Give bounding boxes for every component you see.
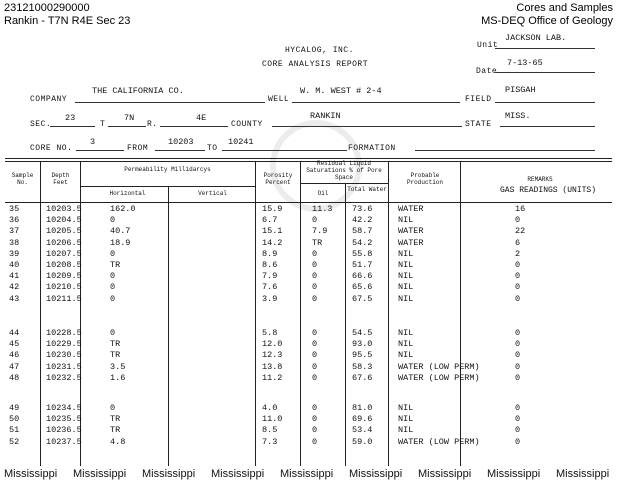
core-value: 3: [90, 137, 96, 147]
cell-prod: NIL: [398, 339, 414, 350]
col-permeability: Permeability Millidarcys: [124, 166, 211, 173]
cell-water: 54.5: [352, 328, 373, 338]
cell-gas: 0: [515, 328, 521, 338]
doc-id: 23121000290000: [4, 2, 90, 14]
county-label: COUNTY: [231, 120, 263, 129]
table-row: [0, 249, 617, 260]
field-value: PISGAH: [505, 85, 536, 95]
cell-prod: NIL: [398, 403, 414, 413]
cell-poro: 5.8: [262, 328, 278, 338]
cell-horiz: 162.0: [110, 204, 136, 214]
cell-sample: 43: [9, 293, 20, 304]
cell-horiz: 18.9: [110, 237, 131, 248]
table-row: [0, 425, 617, 436]
table-row: [0, 328, 617, 339]
cell-water: 95.5: [352, 350, 373, 361]
cell-prod: WATER (LOW PERM): [398, 436, 480, 447]
cell-gas: 16: [515, 204, 526, 214]
cell-horiz: 0: [110, 328, 116, 338]
cell-horiz: 1.6: [110, 372, 126, 383]
table-row: [0, 294, 617, 305]
cell-depth: 10234.5: [46, 403, 82, 413]
core-label: CORE NO.: [30, 144, 73, 153]
state-value: MISS.: [505, 111, 531, 121]
cell-gas: 0: [515, 215, 521, 226]
cell-depth: 10204.5: [46, 215, 82, 226]
date-value: 7-13-65: [507, 58, 543, 68]
cell-oil: 0: [312, 372, 318, 383]
cell-horiz: TR: [110, 425, 121, 436]
footer-label: Mississippi: [4, 468, 58, 480]
col-gas-readings: GAS READINGS (UNITS): [500, 186, 597, 195]
cell-gas: 6: [515, 237, 521, 248]
cell-water: 55.8: [352, 248, 373, 259]
cell-depth: 10232.5: [46, 372, 82, 383]
footer-label: Mississippi: [487, 468, 541, 480]
state-label: STATE: [465, 120, 492, 129]
cell-poro: 11.0: [262, 414, 283, 425]
col-total-water: Total Water: [347, 186, 387, 193]
table-row: [0, 339, 617, 350]
cell-gas: 0: [515, 282, 521, 293]
well-value: W. M. WEST # 2-4: [300, 86, 382, 96]
cell-depth: 10211.5: [46, 293, 82, 304]
cell-oil: TR: [312, 237, 323, 248]
table-row: [0, 204, 617, 215]
cell-poro: 8.5: [262, 425, 278, 436]
cell-gas: 22: [515, 226, 526, 237]
cell-horiz: 4.8: [110, 436, 126, 447]
footer-label: Mississippi: [142, 468, 196, 480]
footer-label: Mississippi: [418, 468, 472, 480]
company-label: COMPANY: [30, 95, 68, 104]
cell-gas: 0: [515, 260, 521, 270]
footer-label: Mississippi: [280, 468, 334, 480]
cell-poro: 8.9: [262, 248, 278, 259]
cell-gas: 0: [515, 361, 521, 372]
cell-prod: WATER (LOW PERM): [398, 372, 480, 383]
cell-oil: 0: [312, 328, 318, 338]
county-value: RANKIN: [310, 111, 341, 121]
cell-sample: 47: [9, 361, 20, 372]
well-label: WELL: [268, 95, 290, 104]
footer-label: Mississippi: [73, 468, 127, 480]
company-value: THE CALIFORNIA CO.: [92, 86, 184, 96]
cell-oil: 0: [312, 403, 318, 413]
cell-water: 65.6: [352, 282, 373, 293]
cell-gas: 0: [515, 372, 521, 383]
cell-poro: 15.1: [262, 226, 283, 237]
cell-oil: 11.3: [312, 204, 333, 214]
cell-sample: 41: [9, 271, 20, 282]
cell-water: 58.3: [352, 361, 373, 372]
from-label: FROM: [127, 144, 149, 153]
cell-prod: NIL: [398, 293, 414, 304]
col-probable-production: Probable Production: [406, 172, 443, 186]
cell-water: 81.0: [352, 403, 373, 413]
cell-gas: 0: [515, 350, 521, 361]
cell-oil: 0: [312, 350, 318, 361]
cell-poro: 3.9: [262, 293, 278, 304]
table-row: [0, 271, 617, 282]
cell-depth: 10205.5: [46, 226, 82, 237]
cell-poro: 14.2: [262, 237, 283, 248]
table-row: [0, 226, 617, 237]
col-depth: Depth Feet: [51, 172, 70, 186]
cell-horiz: TR: [110, 350, 121, 361]
cell-depth: 10235.5: [46, 414, 82, 425]
report-title: CORE ANALYSIS REPORT: [262, 60, 369, 69]
col-horizontal: Horizontal: [109, 190, 146, 197]
cell-horiz: 0: [110, 271, 116, 282]
cell-horiz: TR: [110, 414, 121, 425]
table-row: [0, 373, 617, 384]
cell-prod: NIL: [398, 328, 414, 338]
cell-horiz: 40.7: [110, 226, 131, 237]
cell-horiz: 0: [110, 248, 116, 259]
cell-gas: 0: [515, 403, 521, 413]
table-row: [0, 260, 617, 271]
cell-water: 59.0: [352, 436, 373, 447]
cell-poro: 13.8: [262, 361, 283, 372]
cell-water: 67.5: [352, 293, 373, 304]
cell-sample: 49: [9, 403, 20, 413]
cell-depth: 10206.5: [46, 237, 82, 248]
cell-oil: 0: [312, 436, 318, 447]
cell-oil: 0: [312, 248, 318, 259]
col-vertical: Vertical: [198, 190, 227, 197]
cell-poro: 8.6: [262, 260, 278, 270]
col-porosity: Porosity Percent: [263, 172, 293, 186]
col-residual: Residual Liquid Saturations % of Pore Space: [306, 160, 382, 181]
cell-horiz: 0: [110, 403, 116, 413]
cell-depth: 10209.5: [46, 271, 82, 282]
right-header-line2: MS-DEQ Office of Geology: [481, 15, 613, 27]
cell-depth: 10231.5: [46, 361, 82, 372]
cell-oil: 0: [312, 339, 318, 350]
to-value: 10241: [228, 137, 254, 147]
right-header-line1: Cores and Samples: [516, 2, 613, 14]
cell-oil: 0: [312, 271, 318, 282]
cell-poro: 4.0: [262, 403, 278, 413]
cell-prod: WATER: [398, 226, 424, 237]
cell-water: 73.6: [352, 204, 373, 214]
cell-poro: 7.6: [262, 282, 278, 293]
cell-prod: NIL: [398, 248, 414, 259]
table-row: [0, 362, 617, 373]
range-value: 4E: [196, 113, 207, 123]
cell-poro: 7.9: [262, 271, 278, 282]
cell-prod: NIL: [398, 414, 414, 425]
township-label: T: [100, 120, 106, 129]
cell-sample: 52: [9, 436, 20, 447]
location-label: Rankin - T7N R4E Sec 23: [4, 15, 131, 27]
footer-label: Mississippi: [349, 468, 403, 480]
cell-horiz: 0: [110, 215, 116, 226]
cell-oil: 0: [312, 361, 318, 372]
unit-label: Unit: [477, 41, 499, 50]
cell-water: 54.2: [352, 237, 373, 248]
cell-prod: WATER: [398, 204, 424, 214]
date-label: Date: [476, 67, 498, 76]
cell-depth: 10208.5: [46, 260, 82, 270]
table-row: [0, 437, 617, 448]
cell-horiz: 0: [110, 282, 116, 293]
col-sample-no: Sample No.: [11, 172, 34, 186]
table-row: [0, 238, 617, 249]
cell-prod: NIL: [398, 282, 414, 293]
cell-depth: 10207.5: [46, 248, 82, 259]
cell-gas: 0: [515, 414, 521, 425]
cell-water: 58.7: [352, 226, 373, 237]
cell-horiz: TR: [110, 339, 121, 350]
cell-gas: 0: [515, 293, 521, 304]
cell-prod: WATER (LOW PERM): [398, 361, 480, 372]
cell-depth: 10236.5: [46, 425, 82, 436]
cell-poro: 12.3: [262, 350, 283, 361]
cell-prod: WATER: [398, 237, 424, 248]
cell-water: 51.7: [352, 260, 373, 270]
cell-sample: 42: [9, 282, 20, 293]
cell-oil: 0: [312, 215, 318, 226]
sec-label: SEC.: [30, 120, 52, 129]
cell-water: 42.2: [352, 215, 373, 226]
cell-sample: 50: [9, 414, 20, 425]
cell-depth: 10229.5: [46, 339, 82, 350]
cell-poro: 15.9: [262, 204, 283, 214]
col-oil: Oil: [317, 190, 329, 197]
cell-sample: 35: [9, 204, 20, 214]
cell-gas: 0: [515, 425, 521, 436]
cell-gas: 0: [515, 339, 521, 350]
footer-label: Mississippi: [556, 468, 610, 480]
cell-prod: NIL: [398, 350, 414, 361]
cell-prod: NIL: [398, 260, 414, 270]
cell-horiz: TR: [110, 260, 121, 270]
cell-gas: 0: [515, 436, 521, 447]
cell-poro: 7.3: [262, 436, 278, 447]
cell-oil: 0: [312, 425, 318, 436]
table-row: [0, 350, 617, 361]
table-row: [0, 414, 617, 425]
unit-value: JACKSON LAB.: [505, 33, 567, 43]
cell-depth: 10237.5: [46, 436, 82, 447]
cell-water: 67.6: [352, 372, 373, 383]
cell-depth: 10230.5: [46, 350, 82, 361]
cell-poro: 6.7: [262, 215, 278, 226]
cell-prod: NIL: [398, 215, 414, 226]
cell-sample: 39: [9, 248, 20, 259]
cell-prod: NIL: [398, 271, 414, 282]
cell-sample: 40: [9, 260, 20, 270]
cell-oil: 0: [312, 282, 318, 293]
to-label: TO: [207, 144, 218, 153]
table-row: [0, 282, 617, 293]
cell-water: 66.6: [352, 271, 373, 282]
cell-water: 53.4: [352, 425, 373, 436]
cell-sample: 36: [9, 215, 20, 226]
township-value: 7N: [124, 113, 135, 123]
cell-sample: 51: [9, 425, 20, 436]
cell-water: 69.6: [352, 414, 373, 425]
cell-depth: 10203.5: [46, 204, 82, 214]
cell-poro: 11.2: [262, 372, 283, 383]
cell-oil: 7.9: [312, 226, 328, 237]
cell-water: 93.0: [352, 339, 373, 350]
table-row: [0, 215, 617, 226]
cell-gas: 0: [515, 271, 521, 282]
cell-sample: 38: [9, 237, 20, 248]
cell-sample: 46: [9, 350, 20, 361]
cell-depth: 10210.5: [46, 282, 82, 293]
field-label: FIELD: [465, 95, 492, 104]
cell-oil: 0: [312, 260, 318, 270]
cell-depth: 10228.5: [46, 328, 82, 338]
cell-horiz: 3.5: [110, 361, 126, 372]
table-row: [0, 403, 617, 414]
cell-sample: 44: [9, 328, 20, 338]
cell-oil: 0: [312, 414, 318, 425]
from-value: 10203: [168, 137, 194, 147]
cell-gas: 2: [515, 248, 521, 259]
formation-label: FORMATION: [348, 144, 396, 153]
cell-sample: 37: [9, 226, 20, 237]
cell-sample: 48: [9, 372, 20, 383]
cell-horiz: 0: [110, 293, 116, 304]
lab-name: HYCALOG, INC.: [285, 46, 354, 55]
footer-label: Mississippi: [211, 468, 265, 480]
cell-oil: 0: [312, 293, 318, 304]
col-remarks: REMARKS: [527, 176, 553, 183]
range-label: R.: [147, 120, 158, 129]
cell-sample: 45: [9, 339, 20, 350]
sec-value: 23: [65, 113, 76, 123]
cell-poro: 12.0: [262, 339, 283, 350]
cell-prod: NIL: [398, 425, 414, 436]
